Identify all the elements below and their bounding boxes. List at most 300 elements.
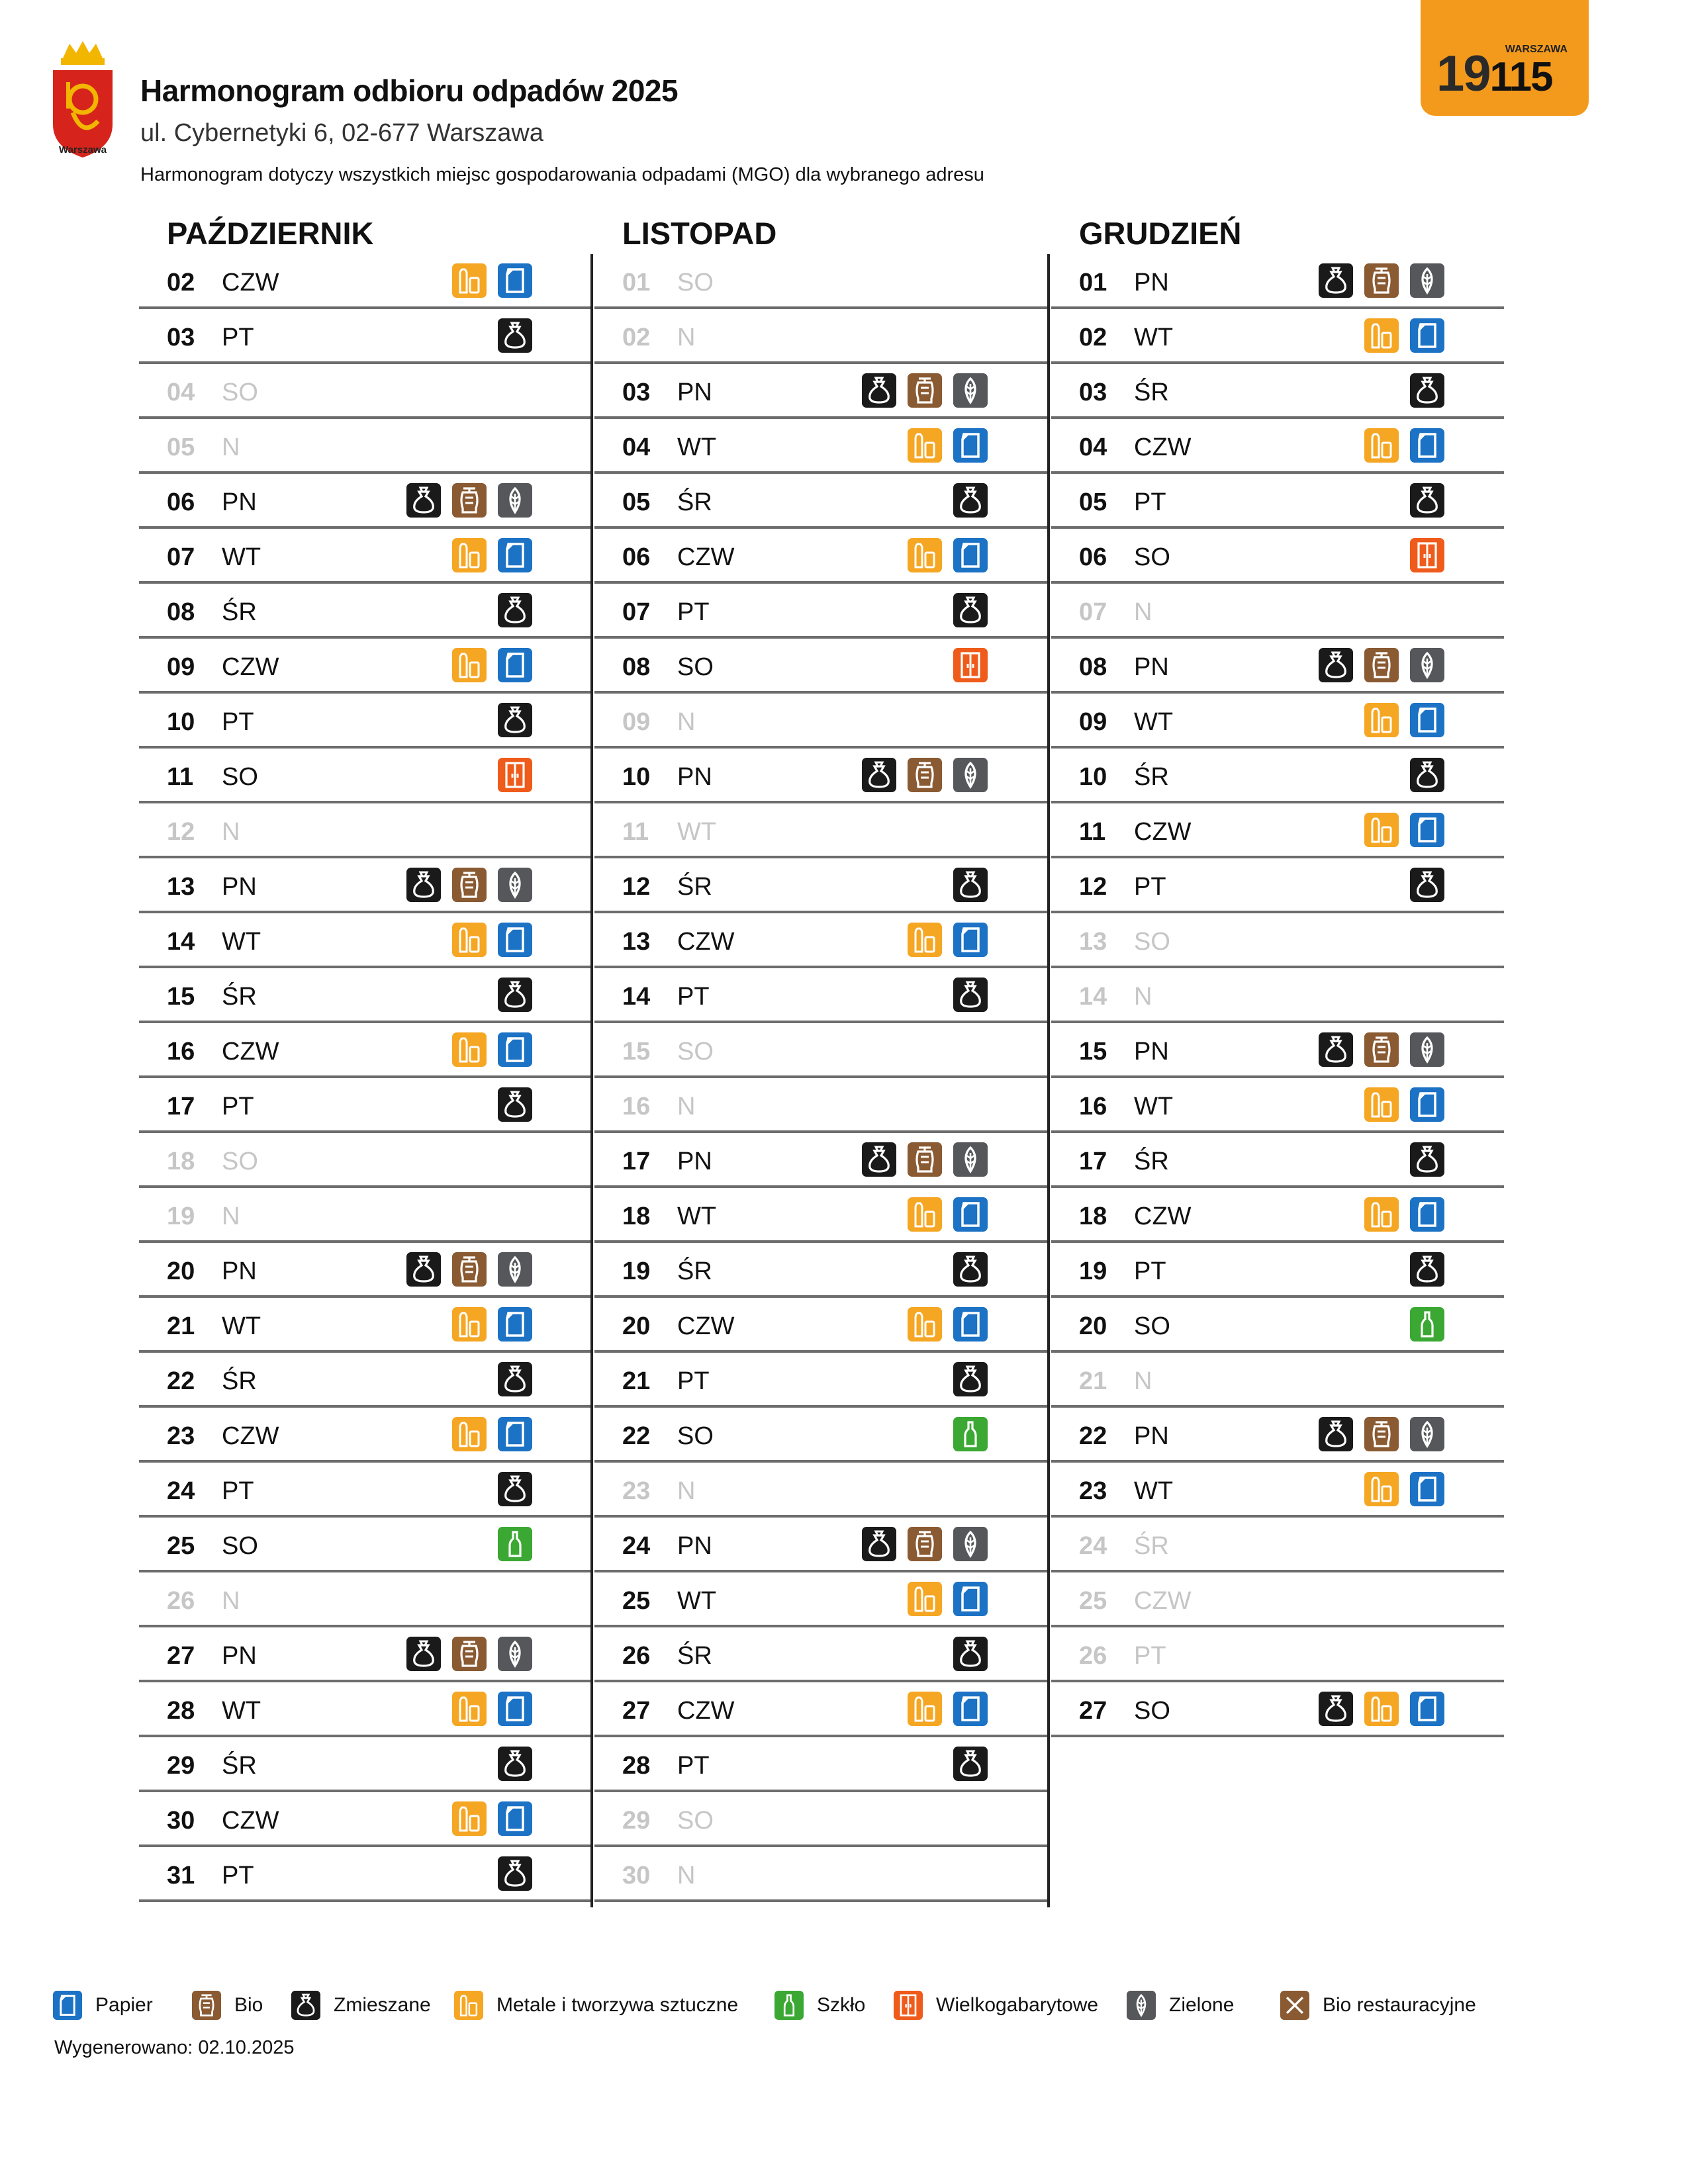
green-waste-leaf-icon: [1410, 1417, 1444, 1451]
day-number: 30: [167, 1807, 195, 1835]
legend-item: [1127, 1991, 1234, 2020]
day-name: N: [1134, 1367, 1152, 1395]
day-number: 09: [167, 653, 195, 681]
bio-bin-icon: [452, 1637, 487, 1671]
collection-icons: [1410, 758, 1444, 792]
day-number: 13: [1079, 928, 1107, 956]
collection-icons: [908, 538, 988, 572]
mixed-waste-bag-icon: [1410, 868, 1444, 902]
day-number: 10: [622, 763, 651, 791]
day-number: 10: [1079, 763, 1107, 791]
generated-date: Wygenerowano: 02.10.2025: [54, 2037, 295, 2058]
day-name: PN: [222, 1642, 257, 1670]
collection-icons: [452, 538, 532, 572]
bio-bin-icon: [1364, 648, 1399, 682]
day-row: [139, 419, 592, 474]
metals-plastics-icon: [452, 538, 487, 572]
collection-icons: [452, 648, 532, 682]
day-name: WT: [1134, 1477, 1174, 1505]
day-name: N: [1134, 983, 1152, 1011]
metals-plastics-icon: [908, 428, 942, 463]
day-name: CZW: [1134, 818, 1192, 846]
day-row: [139, 694, 592, 749]
legend-label: Metale i tworzywa sztuczne: [496, 1994, 739, 2016]
day-number: 02: [1079, 324, 1107, 351]
collection-icons: [1410, 868, 1444, 902]
bio-bin-icon: [1364, 1417, 1399, 1451]
day-number: 24: [622, 1532, 651, 1560]
day-row: [139, 1408, 592, 1463]
day-name: N: [222, 818, 240, 846]
green-waste-leaf-icon: [498, 1252, 532, 1287]
day-name: WT: [1134, 708, 1174, 736]
day-row: [139, 913, 592, 968]
mixed-waste-bag-icon: [1319, 1032, 1353, 1067]
day-number: 11: [1079, 818, 1106, 846]
day-row: [1051, 968, 1504, 1023]
day-name: CZW: [222, 1422, 279, 1450]
collection-icons: [862, 373, 988, 408]
day-name: N: [1134, 598, 1152, 626]
day-number: 01: [1079, 269, 1107, 296]
day-number: 15: [622, 1038, 651, 1066]
day-number: 30: [622, 1862, 651, 1889]
day-name: WT: [222, 928, 261, 956]
day-name: WT: [222, 1697, 261, 1725]
day-name: N: [222, 1587, 240, 1615]
day-name: SO: [677, 1038, 714, 1066]
day-row: [594, 529, 1047, 584]
paper-bin-icon: [498, 1801, 532, 1836]
day-number: 18: [167, 1148, 195, 1175]
day-row: [139, 1572, 592, 1627]
collection-icons: [1319, 648, 1444, 682]
green-waste-leaf-icon: [953, 758, 988, 792]
collection-icons: [1364, 1197, 1444, 1232]
day-number: 21: [167, 1312, 195, 1340]
mixed-waste-bag-icon: [498, 1362, 532, 1396]
collection-icons: [452, 1417, 532, 1451]
bio-bin-icon: [908, 1142, 942, 1177]
day-number: 16: [1079, 1093, 1107, 1120]
day-number: 17: [167, 1093, 195, 1120]
day-row: [139, 1243, 592, 1298]
day-row: [139, 364, 592, 419]
metals-plastics-icon: [452, 1417, 487, 1451]
mixed-waste-bag-icon: [1410, 1142, 1444, 1177]
day-name: CZW: [1134, 433, 1192, 461]
day-name: ŚR: [1134, 1148, 1169, 1175]
day-name: WT: [1134, 1093, 1174, 1120]
day-row: [1051, 639, 1504, 694]
collection-icons: [452, 263, 532, 298]
day-row: [594, 1463, 1047, 1518]
day-row: [1051, 529, 1504, 584]
day-row: [594, 1408, 1047, 1463]
day-name: WT: [222, 1312, 261, 1340]
collection-icons: [953, 1417, 988, 1451]
metals-plastics-icon: [452, 263, 487, 298]
day-number: 19: [622, 1257, 651, 1285]
legend-item: [1280, 1991, 1476, 2020]
day-name: ŚR: [222, 1367, 257, 1395]
day-name: PN: [677, 1532, 712, 1560]
day-number: 28: [167, 1697, 195, 1725]
month-heading: LISTOPAD: [622, 216, 777, 251]
paper-bin-icon: [498, 1307, 532, 1342]
green-waste-leaf-icon: [1410, 1032, 1444, 1067]
mixed-waste-bag-icon: [406, 1252, 441, 1287]
mixed-waste-bag-icon: [406, 483, 441, 518]
collection-icons: [498, 1087, 532, 1122]
day-name: N: [222, 433, 240, 461]
bulky-waste-icon: [1410, 538, 1444, 572]
green-waste-leaf-icon: [498, 483, 532, 518]
mixed-waste-bag-icon: [1319, 1692, 1353, 1726]
day-row: [1051, 913, 1504, 968]
day-number: 18: [1079, 1203, 1107, 1230]
collection-icons: [908, 1582, 988, 1616]
day-name: SO: [1134, 1697, 1170, 1725]
legend-item: [192, 1991, 263, 2020]
restaurant-bio-icon: [1280, 1991, 1309, 2020]
day-row: [1051, 1133, 1504, 1188]
collection-icons: [498, 1856, 532, 1891]
day-row: [594, 1023, 1047, 1078]
legend-label: Bio: [234, 1994, 263, 2016]
mixed-waste-bag-icon: [406, 1637, 441, 1671]
day-name: N: [222, 1203, 240, 1230]
mixed-waste-bag-icon: [862, 1527, 896, 1561]
day-row: [594, 1682, 1047, 1737]
day-row: [139, 1518, 592, 1572]
day-number: 29: [622, 1807, 651, 1835]
day-name: PT: [677, 1367, 710, 1395]
paper-bin-icon: [498, 263, 532, 298]
day-row: [1051, 1572, 1504, 1627]
day-row: [594, 1078, 1047, 1133]
bio-bin-icon: [1364, 263, 1399, 298]
glass-bottle-icon: [498, 1527, 532, 1561]
collection-icons: [1364, 813, 1444, 847]
day-number: 12: [167, 818, 195, 846]
legend-item: [291, 1991, 431, 2020]
day-row: [594, 1627, 1047, 1682]
day-number: 27: [1079, 1697, 1107, 1725]
badge-number-a: 19: [1436, 46, 1490, 102]
paper-bin-icon: [1410, 1472, 1444, 1506]
collection-icons: [908, 1307, 988, 1342]
collection-icons: [953, 1637, 988, 1671]
day-name: PT: [677, 1752, 710, 1780]
day-name: CZW: [1134, 1587, 1192, 1615]
crest-label: Warszawa: [59, 144, 107, 156]
metals-plastics-icon: [1364, 1087, 1399, 1122]
paper-bin-icon: [53, 1991, 82, 2020]
day-name: ŚR: [677, 1642, 712, 1670]
day-row: [1051, 1298, 1504, 1353]
collection-icons: [498, 703, 532, 737]
paper-bin-icon: [1410, 813, 1444, 847]
collection-icons: [1364, 318, 1444, 353]
day-number: 08: [1079, 653, 1107, 681]
paper-bin-icon: [1410, 1197, 1444, 1232]
day-number: 22: [1079, 1422, 1107, 1450]
day-number: 29: [167, 1752, 195, 1780]
day-number: 15: [1079, 1038, 1107, 1066]
day-row: [139, 584, 592, 639]
collection-icons: [953, 1362, 988, 1396]
day-row: [1051, 1353, 1504, 1408]
mixed-waste-bag-icon: [862, 373, 896, 408]
day-row: [594, 584, 1047, 639]
bio-bin-icon: [908, 1527, 942, 1561]
collection-icons: [498, 1472, 532, 1506]
day-number: 25: [622, 1587, 651, 1615]
day-number: 03: [167, 324, 195, 351]
day-number: 20: [622, 1312, 651, 1340]
day-number: 19: [167, 1203, 195, 1230]
day-name: SO: [677, 1422, 714, 1450]
collection-icons: [498, 318, 532, 353]
day-row: [594, 694, 1047, 749]
legend-item: [774, 1991, 865, 2020]
collection-icons: [1364, 703, 1444, 737]
day-row: [1051, 1188, 1504, 1243]
day-row: [594, 1518, 1047, 1572]
legend-item: [53, 1991, 153, 2020]
day-row: [1051, 803, 1504, 858]
day-row: [139, 1792, 592, 1847]
mixed-waste-bag-icon: [953, 1252, 988, 1287]
metals-plastics-icon: [452, 1692, 487, 1726]
mixed-waste-bag-icon: [1410, 1252, 1444, 1287]
collection-icons: [862, 1527, 988, 1561]
day-name: SO: [222, 1148, 258, 1175]
day-number: 27: [167, 1642, 195, 1670]
day-name: SO: [222, 379, 258, 406]
day-row: [139, 1298, 592, 1353]
mixed-waste-bag-icon: [406, 868, 441, 902]
mixed-waste-bag-icon: [498, 1856, 532, 1891]
day-name: N: [677, 324, 696, 351]
day-name: PT: [222, 708, 254, 736]
day-name: ŚR: [1134, 763, 1169, 791]
day-name: PN: [677, 763, 712, 791]
day-row: [1051, 1627, 1504, 1682]
day-row: [1051, 1243, 1504, 1298]
day-name: WT: [677, 1203, 717, 1230]
paper-bin-icon: [1410, 1087, 1444, 1122]
day-number: 23: [622, 1477, 651, 1505]
day-name: SO: [222, 763, 258, 791]
metals-plastics-icon: [452, 1307, 487, 1342]
day-name: SO: [222, 1532, 258, 1560]
day-number: 14: [167, 928, 195, 956]
mixed-waste-bag-icon: [1319, 648, 1353, 682]
collection-icons: [1364, 1087, 1444, 1122]
metals-plastics-icon: [454, 1991, 483, 2020]
day-row: [1051, 1023, 1504, 1078]
day-number: 03: [1079, 379, 1107, 406]
day-name: SO: [1134, 1312, 1170, 1340]
day-name: PT: [1134, 488, 1166, 516]
day-number: 26: [167, 1587, 195, 1615]
day-row: [1051, 749, 1504, 803]
day-number: 07: [1079, 598, 1107, 626]
month-heading: GRUDZIEŃ: [1079, 216, 1242, 251]
day-name: ŚR: [1134, 379, 1169, 406]
collection-icons: [406, 1252, 532, 1287]
day-row: [139, 1353, 592, 1408]
day-row: [139, 1463, 592, 1518]
mixed-waste-bag-icon: [1410, 373, 1444, 408]
column-divider: [590, 254, 593, 1907]
day-name: PN: [222, 488, 257, 516]
metals-plastics-icon: [908, 1307, 942, 1342]
legend-label: Zmieszane: [334, 1994, 431, 2016]
collection-icons: [452, 1032, 532, 1067]
collection-icons: [953, 1747, 988, 1781]
day-name: ŚR: [222, 598, 257, 626]
day-name: SO: [677, 269, 714, 296]
mixed-waste-bag-icon: [498, 318, 532, 353]
collection-icons: [1410, 538, 1444, 572]
paper-bin-icon: [498, 923, 532, 957]
collection-icons: [953, 593, 988, 627]
day-row: [594, 1792, 1047, 1847]
day-name: PT: [222, 324, 254, 351]
day-name: CZW: [222, 653, 279, 681]
collection-icons: [498, 1527, 532, 1561]
metals-plastics-icon: [1364, 703, 1399, 737]
mixed-waste-bag-icon: [498, 593, 532, 627]
green-waste-leaf-icon: [1410, 648, 1444, 682]
day-row: [1051, 1078, 1504, 1133]
mixed-waste-bag-icon: [291, 1991, 320, 2020]
collection-icons: [1410, 373, 1444, 408]
day-name: ŚR: [677, 488, 712, 516]
day-row: [139, 1023, 592, 1078]
day-row: [594, 309, 1047, 364]
day-number: 31: [167, 1862, 195, 1889]
day-row: [594, 968, 1047, 1023]
day-name: PN: [1134, 653, 1169, 681]
day-name: CZW: [222, 269, 279, 296]
day-row: [594, 364, 1047, 419]
collection-icons: [953, 1252, 988, 1287]
green-waste-leaf-icon: [1127, 1991, 1156, 2020]
collection-icons: [862, 758, 988, 792]
day-row: [594, 858, 1047, 913]
mixed-waste-bag-icon: [1319, 1417, 1353, 1451]
collection-icons: [908, 1197, 988, 1232]
day-number: 01: [622, 269, 651, 296]
glass-bottle-icon: [1410, 1307, 1444, 1342]
day-row: [1051, 858, 1504, 913]
collection-icons: [406, 1637, 532, 1671]
paper-bin-icon: [498, 538, 532, 572]
green-waste-leaf-icon: [498, 868, 532, 902]
bio-bin-icon: [452, 483, 487, 518]
day-number: 06: [622, 543, 651, 571]
column-divider: [1047, 254, 1050, 1907]
day-name: N: [677, 1862, 696, 1889]
day-name: CZW: [677, 928, 735, 956]
paper-bin-icon: [498, 1417, 532, 1451]
collection-icons: [1364, 1472, 1444, 1506]
collection-icons: [953, 868, 988, 902]
day-number: 06: [1079, 543, 1107, 571]
metals-plastics-icon: [1364, 318, 1399, 353]
bio-bin-icon: [1364, 1032, 1399, 1067]
paper-bin-icon: [953, 1307, 988, 1342]
day-number: 15: [167, 983, 195, 1011]
day-row: [1051, 309, 1504, 364]
day-row: [139, 1682, 592, 1737]
legend-label: Papier: [95, 1994, 153, 2016]
bulky-waste-icon: [498, 758, 532, 792]
collection-icons: [406, 868, 532, 902]
day-row: [594, 803, 1047, 858]
day-name: ŚR: [222, 1752, 257, 1780]
mixed-waste-bag-icon: [862, 1142, 896, 1177]
day-number: 11: [622, 818, 649, 846]
mixed-waste-bag-icon: [953, 483, 988, 518]
day-row: [139, 529, 592, 584]
day-row: [139, 474, 592, 529]
day-row: [594, 1353, 1047, 1408]
metals-plastics-icon: [908, 923, 942, 957]
paper-bin-icon: [498, 1032, 532, 1067]
day-name: PN: [677, 379, 712, 406]
day-number: 23: [167, 1422, 195, 1450]
mixed-waste-bag-icon: [1319, 263, 1353, 298]
collection-icons: [498, 593, 532, 627]
metals-plastics-icon: [1364, 1472, 1399, 1506]
day-row: [1051, 474, 1504, 529]
day-number: 26: [1079, 1642, 1107, 1670]
day-row: [594, 749, 1047, 803]
day-number: 24: [1079, 1532, 1107, 1560]
mixed-waste-bag-icon: [498, 703, 532, 737]
green-waste-leaf-icon: [498, 1637, 532, 1671]
day-row: [594, 254, 1047, 309]
collection-icons: [452, 1307, 532, 1342]
day-name: ŚR: [1134, 1532, 1169, 1560]
day-row: [594, 1847, 1047, 1902]
day-name: PN: [677, 1148, 712, 1175]
day-row: [1051, 254, 1504, 309]
green-waste-leaf-icon: [953, 1142, 988, 1177]
day-row: [139, 639, 592, 694]
day-name: PN: [1134, 1038, 1169, 1066]
collection-icons: [1319, 263, 1444, 298]
day-number: 14: [1079, 983, 1107, 1011]
collection-icons: [862, 1142, 988, 1177]
collection-icons: [406, 483, 532, 518]
bio-bin-icon: [908, 758, 942, 792]
day-row: [1051, 1408, 1504, 1463]
day-name: SO: [1134, 928, 1170, 956]
green-waste-leaf-icon: [953, 1527, 988, 1561]
collection-icons: [452, 1692, 532, 1726]
day-number: 26: [622, 1642, 651, 1670]
day-name: PT: [677, 598, 710, 626]
day-name: PT: [1134, 1642, 1166, 1670]
mixed-waste-bag-icon: [498, 1087, 532, 1122]
day-number: 25: [1079, 1587, 1107, 1615]
